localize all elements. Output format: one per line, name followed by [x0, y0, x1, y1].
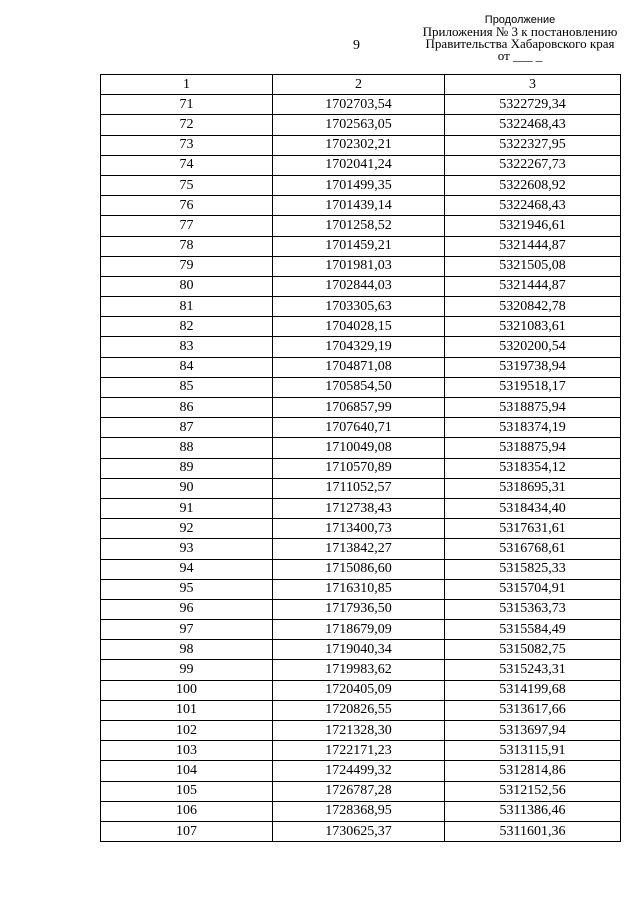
point-number-cell: 98 [101, 640, 273, 660]
table-row [101, 579, 621, 599]
coordinate-x-cell: 1713842,27 [273, 539, 445, 559]
document-header [420, 14, 620, 62]
coordinate-y-cell: 5322267,73 [445, 155, 621, 175]
coordinate-x-cell: 1706857,99 [273, 398, 445, 418]
table-row [101, 801, 621, 821]
table-row [101, 478, 621, 498]
table-row [101, 700, 621, 720]
coordinate-y-cell: 5315243,31 [445, 660, 621, 680]
table-row [101, 337, 621, 357]
table-body [101, 95, 621, 842]
coordinate-y-cell: 5322327,95 [445, 135, 621, 155]
point-number-cell: 80 [101, 276, 273, 296]
point-number-cell: 74 [101, 155, 273, 175]
point-number-cell: 97 [101, 620, 273, 640]
coordinate-x-cell: 1704028,15 [273, 317, 445, 337]
coordinate-y-cell: 5317631,61 [445, 519, 621, 539]
coordinate-y-cell: 5321083,61 [445, 317, 621, 337]
table-row [101, 135, 621, 155]
coordinate-y-cell: 5311601,36 [445, 821, 621, 841]
point-number-cell: 79 [101, 256, 273, 276]
point-number-cell: 78 [101, 236, 273, 256]
table-row [101, 418, 621, 438]
table-row [101, 821, 621, 841]
coordinate-x-cell: 1720826,55 [273, 700, 445, 720]
coordinate-x-cell: 1717936,50 [273, 599, 445, 619]
point-number-cell: 101 [101, 700, 273, 720]
coordinate-x-cell: 1705854,50 [273, 377, 445, 397]
table-row [101, 398, 621, 418]
coordinate-y-cell: 5321505,08 [445, 256, 621, 276]
point-number-cell: 106 [101, 801, 273, 821]
point-number-cell: 73 [101, 135, 273, 155]
point-number-cell: 89 [101, 458, 273, 478]
header-appendix-line: Приложения № 3 к постановлению [422, 24, 618, 39]
point-number-cell: 100 [101, 680, 273, 700]
coordinate-x-cell: 1711052,57 [273, 478, 445, 498]
table-row [101, 519, 621, 539]
table-row [101, 680, 621, 700]
point-number-cell: 107 [101, 821, 273, 841]
table-row [101, 115, 621, 135]
coordinate-x-cell: 1710049,08 [273, 438, 445, 458]
coordinate-y-cell: 5321444,87 [445, 236, 621, 256]
point-number-cell: 72 [101, 115, 273, 135]
point-number-cell: 94 [101, 559, 273, 579]
coordinate-y-cell: 5322468,43 [445, 196, 621, 216]
coordinate-y-cell: 5315082,75 [445, 640, 621, 660]
coordinate-y-cell: 5318434,40 [445, 498, 621, 518]
coordinate-x-cell: 1701258,52 [273, 216, 445, 236]
coordinate-y-cell: 5314199,68 [445, 680, 621, 700]
coordinate-y-cell: 5313697,94 [445, 721, 621, 741]
header-date-line: от ___ _ [497, 48, 543, 63]
table-row [101, 95, 621, 115]
point-number-cell: 91 [101, 498, 273, 518]
coordinate-x-cell: 1702041,24 [273, 155, 445, 175]
point-number-cell: 93 [101, 539, 273, 559]
coordinate-y-cell: 5318875,94 [445, 438, 621, 458]
coordinate-x-cell: 1715086,60 [273, 559, 445, 579]
coordinate-x-cell: 1702844,03 [273, 276, 445, 296]
coordinate-x-cell: 1728368,95 [273, 801, 445, 821]
coordinate-y-cell: 5315704,91 [445, 579, 621, 599]
coordinate-x-cell: 1722171,23 [273, 741, 445, 761]
table-row [101, 660, 621, 680]
table-row [101, 721, 621, 741]
table-row [101, 236, 621, 256]
table-row [101, 559, 621, 579]
point-number-cell: 102 [101, 721, 273, 741]
coordinate-x-cell: 1702563,05 [273, 115, 445, 135]
table-row [101, 599, 621, 619]
point-number-cell: 104 [101, 761, 273, 781]
table-row [101, 741, 621, 761]
table-row [101, 438, 621, 458]
coordinate-x-cell: 1702302,21 [273, 135, 445, 155]
coordinate-y-cell: 5312814,86 [445, 761, 621, 781]
coordinate-y-cell: 5322729,34 [445, 95, 621, 115]
coordinate-x-cell: 1713400,73 [273, 519, 445, 539]
coordinate-x-cell: 1704871,08 [273, 357, 445, 377]
coordinate-y-cell: 5313617,66 [445, 700, 621, 720]
table-row [101, 458, 621, 478]
coordinate-x-cell: 1712738,43 [273, 498, 445, 518]
coordinate-y-cell: 5319738,94 [445, 357, 621, 377]
table-row [101, 155, 621, 175]
page-number: 9 [353, 38, 360, 53]
coordinate-x-cell: 1701439,14 [273, 196, 445, 216]
point-number-cell: 90 [101, 478, 273, 498]
header-continued-label: Продолжение [484, 14, 556, 26]
column-header-number: 1 [101, 75, 273, 95]
point-number-cell: 82 [101, 317, 273, 337]
coordinate-y-cell: 5313115,91 [445, 741, 621, 761]
table-row [101, 539, 621, 559]
column-header-x: 2 [273, 75, 445, 95]
point-number-cell: 85 [101, 377, 273, 397]
coordinate-x-cell: 1704329,19 [273, 337, 445, 357]
coordinate-y-cell: 5319518,17 [445, 377, 621, 397]
table-row [101, 276, 621, 296]
coordinate-x-cell: 1720405,09 [273, 680, 445, 700]
coordinate-x-cell: 1701981,03 [273, 256, 445, 276]
coordinate-y-cell: 5318875,94 [445, 398, 621, 418]
coordinate-y-cell: 5318374,19 [445, 418, 621, 438]
table-row [101, 196, 621, 216]
coordinate-x-cell: 1710570,89 [273, 458, 445, 478]
coordinate-y-cell: 5316768,61 [445, 539, 621, 559]
table-row [101, 297, 621, 317]
coordinate-x-cell: 1721328,30 [273, 721, 445, 741]
point-number-cell: 83 [101, 337, 273, 357]
coordinate-x-cell: 1719983,62 [273, 660, 445, 680]
point-number-cell: 88 [101, 438, 273, 458]
table-row [101, 640, 621, 660]
point-number-cell: 96 [101, 599, 273, 619]
coordinate-x-cell: 1730625,37 [273, 821, 445, 841]
table-row [101, 317, 621, 337]
header-government-line: Правительства Хабаровского края [425, 36, 615, 51]
point-number-cell: 81 [101, 297, 273, 317]
table-row [101, 761, 621, 781]
coordinate-y-cell: 5311386,46 [445, 801, 621, 821]
coordinate-x-cell: 1719040,34 [273, 640, 445, 660]
table-header-row [101, 75, 621, 95]
coordinate-x-cell: 1703305,63 [273, 297, 445, 317]
coordinate-y-cell: 5315584,49 [445, 620, 621, 640]
point-number-cell: 87 [101, 418, 273, 438]
coordinate-x-cell: 1707640,71 [273, 418, 445, 438]
table-row [101, 256, 621, 276]
point-number-cell: 95 [101, 579, 273, 599]
point-number-cell: 84 [101, 357, 273, 377]
coordinate-y-cell: 5321444,87 [445, 276, 621, 296]
coordinate-y-cell: 5322608,92 [445, 175, 621, 195]
table-row [101, 357, 621, 377]
coordinate-x-cell: 1724499,32 [273, 761, 445, 781]
column-header-y: 3 [445, 75, 621, 95]
point-number-cell: 103 [101, 741, 273, 761]
coordinate-y-cell: 5320842,78 [445, 297, 621, 317]
coordinates-table [100, 74, 621, 842]
coordinate-y-cell: 5315363,73 [445, 599, 621, 619]
coordinate-y-cell: 5312152,56 [445, 781, 621, 801]
point-number-cell: 86 [101, 398, 273, 418]
table-row [101, 175, 621, 195]
point-number-cell: 105 [101, 781, 273, 801]
coordinate-y-cell: 5318354,12 [445, 458, 621, 478]
coordinate-x-cell: 1701459,21 [273, 236, 445, 256]
table-row [101, 781, 621, 801]
coordinate-y-cell: 5322468,43 [445, 115, 621, 135]
point-number-cell: 75 [101, 175, 273, 195]
point-number-cell: 77 [101, 216, 273, 236]
point-number-cell: 76 [101, 196, 273, 216]
coordinate-y-cell: 5321946,61 [445, 216, 621, 236]
point-number-cell: 92 [101, 519, 273, 539]
coordinate-x-cell: 1726787,28 [273, 781, 445, 801]
coordinate-y-cell: 5320200,54 [445, 337, 621, 357]
point-number-cell: 71 [101, 95, 273, 115]
coordinate-x-cell: 1701499,35 [273, 175, 445, 195]
table-row [101, 216, 621, 236]
coordinate-y-cell: 5315825,33 [445, 559, 621, 579]
table-row [101, 498, 621, 518]
coordinate-x-cell: 1716310,85 [273, 579, 445, 599]
coordinate-x-cell: 1718679,09 [273, 620, 445, 640]
coordinate-y-cell: 5318695,31 [445, 478, 621, 498]
point-number-cell: 99 [101, 660, 273, 680]
coordinate-x-cell: 1702703,54 [273, 95, 445, 115]
table-row [101, 620, 621, 640]
table-row [101, 377, 621, 397]
